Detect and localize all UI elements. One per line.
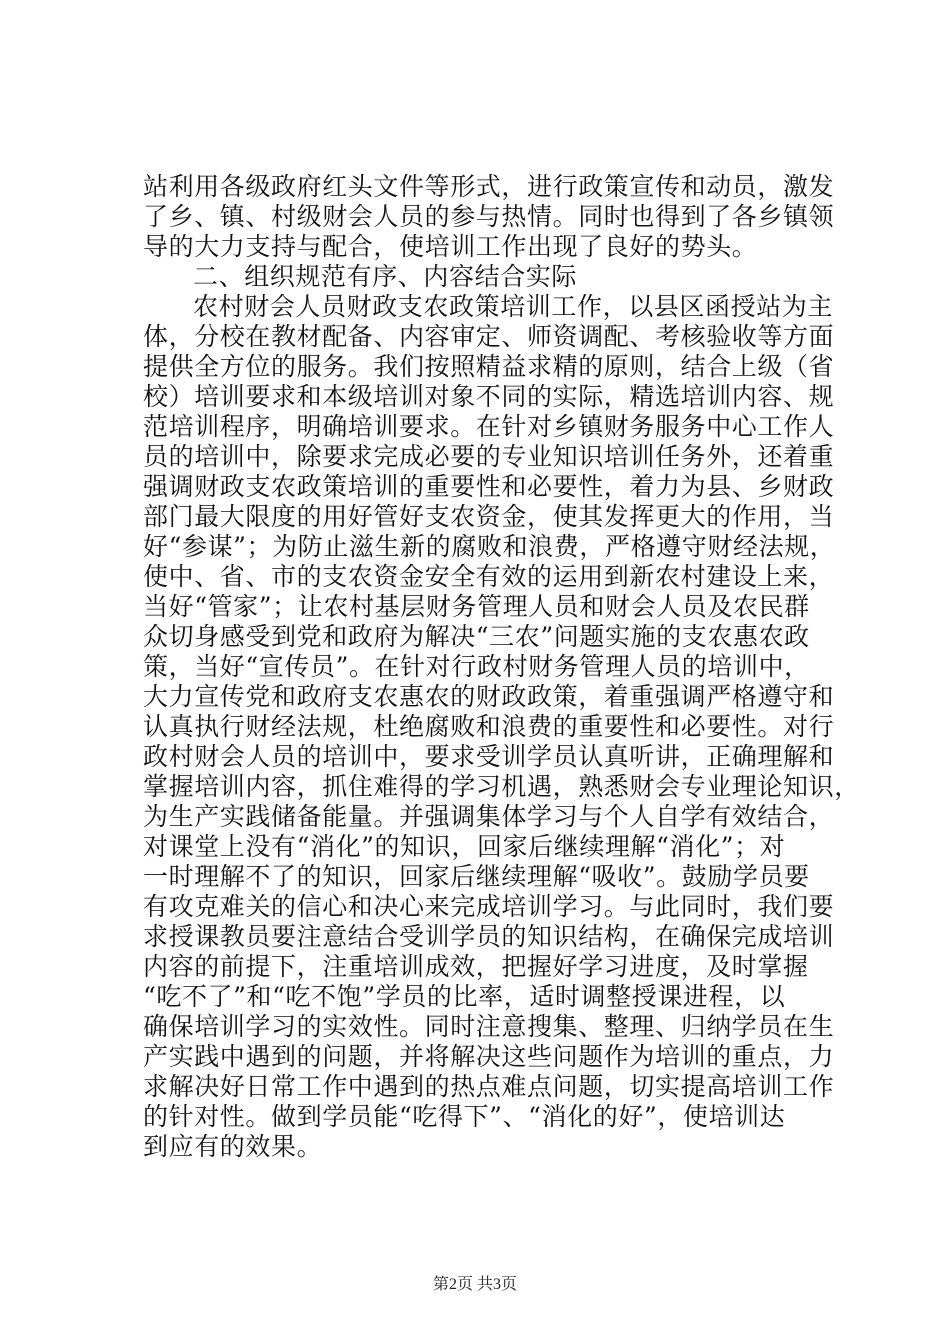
text-line: 产实践中遇到的问题，并将解决这些问题作为培训的重点，力 bbox=[143, 1042, 835, 1071]
text-line: 当好“管家”；让农村基层财务管理人员和财会人员及农民群 bbox=[143, 592, 810, 621]
text-line: 校）培训要求和本级培训对象不同的实际，精选培训内容、规 bbox=[143, 382, 835, 411]
document-body bbox=[143, 172, 860, 1162]
text-line: 范培训程序，明确培训要求。在针对乡镇财务服务中心工作人 bbox=[143, 412, 835, 441]
text-line: 的针对性。做到学员能“吃得下”、“消化的好”，使培训达 bbox=[143, 1102, 786, 1131]
text-line: 掌握培训内容，抓住难得的学习机遇，熟悉财会专业理论知识， bbox=[143, 772, 860, 801]
text-line: 众切身感受到党和政府为解决“三农”问题实施的支农惠农政 bbox=[143, 622, 810, 651]
text-line: 求授课教员要注意结合受训学员的知识结构，在确保完成培训 bbox=[143, 922, 835, 951]
text-line: 部门最大限度的用好管好支农资金，使其发挥更大的作用，当 bbox=[143, 502, 835, 531]
text-line: 到应有的效果。 bbox=[143, 1132, 323, 1161]
text-line: “吃不了”和“吃不饱”学员的比率，适时调整授课进程，以 bbox=[143, 982, 786, 1011]
text-line: 强调财政支农政策培训的重要性和必要性，着力为县、乡财政 bbox=[143, 472, 835, 501]
text-line: 导的大力支持与配合，使培训工作出现了良好的势头。 bbox=[143, 232, 758, 261]
text-line: 对课堂上没有“消化”的知识，回家后继续理解“消化”；对 bbox=[143, 832, 786, 861]
text-line: 认真执行财经法规，杜绝腐败和浪费的重要性和必要性。对行 bbox=[143, 712, 835, 741]
text-line: 策，当好“宣传员”。在针对行政村财务管理人员的培训中， bbox=[143, 652, 810, 681]
text-line: 农村财会人员财政支农政策培训工作，以县区函授站为主 bbox=[193, 292, 834, 321]
text-line: 内容的前提下，注重培训成效，把握好学习进度，及时掌握 bbox=[143, 952, 809, 981]
text-line: 了乡、镇、村级财会人员的参与热情。同时也得到了各乡镇领 bbox=[143, 202, 835, 231]
text-line: 有攻克难关的信心和决心来完成培训学习。与此同时，我们要 bbox=[143, 892, 835, 921]
text-line: 提供全方位的服务。我们按照精益求精的原则，结合上级（省 bbox=[143, 352, 835, 381]
text-line: 二、组织规范有序、内容结合实际 bbox=[193, 262, 578, 291]
text-line: 政村财会人员的培训中，要求受训学员认真听讲，正确理解和 bbox=[143, 742, 835, 771]
text-line: 使中、省、市的支农资金安全有效的运用到新农村建设上来， bbox=[143, 562, 835, 591]
text-line: 大力宣传党和政府支农惠农的财政政策，着重强调严格遵守和 bbox=[143, 682, 835, 711]
text-line: 体，分校在教材配备、内容审定、师资调配、考核验收等方面 bbox=[143, 322, 835, 351]
text-line: 为生产实践储备能量。并强调集体学习与个人自学有效结合， bbox=[143, 802, 835, 831]
text-line: 站利用各级政府红头文件等形式，进行政策宣传和动员，激发 bbox=[143, 172, 835, 201]
text-line: 好“参谋”；为防止滋生新的腐败和浪费，严格遵守财经法规， bbox=[143, 532, 836, 561]
text-line: 一时理解不了的知识，回家后继续理解“吸收”。鼓励学员要 bbox=[143, 862, 810, 891]
text-line: 员的培训中，除要求完成必要的专业知识培训任务外，还着重 bbox=[143, 442, 835, 471]
text-line: 确保培训学习的实效性。同时注意搜集、整理、归纳学员在生 bbox=[143, 1012, 835, 1041]
text-line: 求解决好日常工作中遇到的热点难点问题，切实提高培训工作 bbox=[143, 1072, 835, 1101]
page-footer: 第2页 共3页 bbox=[432, 1276, 517, 1293]
